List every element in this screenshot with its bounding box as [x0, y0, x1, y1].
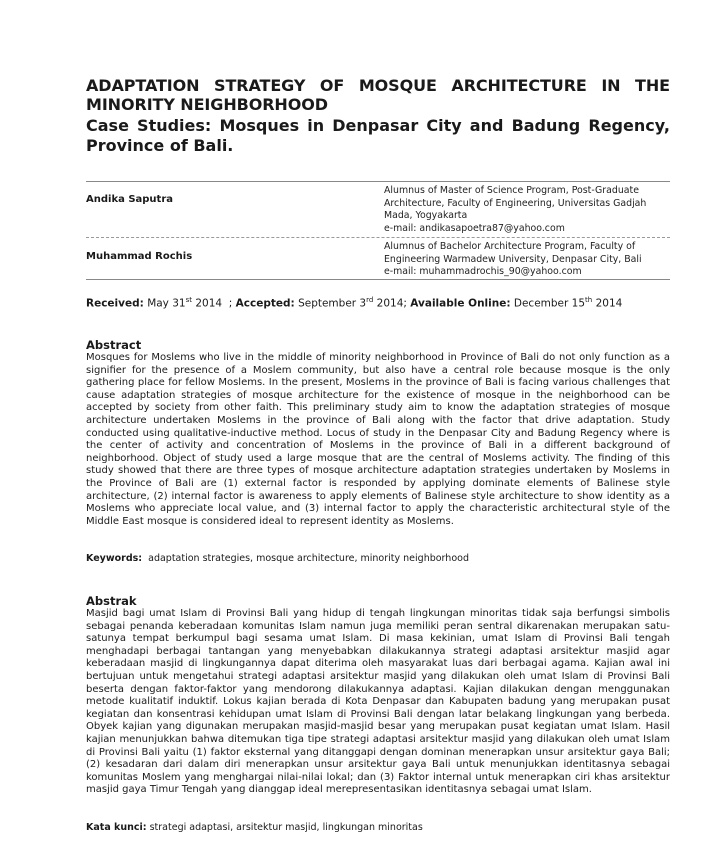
paper-page	[86, 76, 670, 833]
received-date: May 31	[147, 297, 186, 310]
accepted-year: 2014;	[376, 297, 407, 310]
title-line-1: ADAPTATION STRATEGY OF MOSQUE ARCHITECTURE IN THE	[86, 76, 670, 95]
kata-kunci	[86, 822, 423, 833]
online-sup: th	[585, 296, 593, 304]
online-year: 2014	[595, 297, 623, 310]
accepted-label: Accepted:	[235, 297, 295, 310]
paper-title	[86, 76, 670, 114]
affiliation-2-line-2: Engineering Warmadew University, Denpasar City, Bali	[384, 253, 642, 265]
author-bottom-rule	[86, 279, 670, 280]
author-row-1	[86, 182, 670, 237]
author-name-1: Andika Saputra	[86, 194, 174, 205]
author-row-2	[86, 238, 670, 279]
author-affiliation-2	[384, 241, 670, 279]
abstrak-heading: Abstrak	[86, 594, 137, 608]
affiliation-2-email: e-mail: muhammadrochis_90@yahoo.com	[384, 266, 582, 277]
katakunci-label: Kata kunci:	[86, 822, 147, 833]
received-label: Received:	[86, 297, 144, 310]
subtitle-line-2: Province of Bali.	[86, 136, 234, 155]
online-label: Available Online:	[410, 297, 511, 310]
keywords-label: Keywords:	[86, 553, 143, 564]
author-name-2: Muhammad Rochis	[86, 251, 193, 262]
abstract-heading: Abstract	[86, 338, 142, 352]
accepted-sup: rd	[366, 296, 374, 304]
affiliation-1-line-3: Mada, Yogyakarta	[384, 210, 468, 221]
received-sup: st	[185, 296, 192, 304]
abstract-section	[86, 338, 670, 528]
abstrak-text: Masjid bagi umat Islam di Provinsi Bali yang hidup di tengah lingkungan minoritas tidak saja berfungsi simbolis sebagai penanda keberadaan komunitas Islam namun juga memiliki peran sentral dikarenakan merupakan satu-satunya tempat berkumpul bagi sesama umat Islam. Di masa kekinian, umat Islam di Provinsi Bali tengah menghadapi berbagai tantangan yang menyebabkan dilakukannya strategi adaptasi arsitektur masjid agar keberadaan masjid di lingkungannya dapat diterima oleh masyarakat luas dari berbagai agama. Kajian awal ini bertujuan untuk mengetahui strategi adaptasi arsitektur masjid yang dilakukan oleh umat Islam di Provinsi Bali beserta dengan faktor-faktor yang mendorong dilakukannya adaptasi. Kajian dilakukan dengan menggunakan metode kualitatif induktif. Lokus kajian berada di Kota Denpasar dan Kabupaten badung yang merupakan pusat kegiatan dan konsentrasi kehidupan umat Islam di Provinsi Bali dengan latar belakang lingkungan yang berbeda. Obyek kajian yang digunakan merupakan masjid-masjid besar yang merupakan pusat kegiatan umat Islam. Hasil kajian menunjukkan bahwa ditemukan tiga tipe strategi adaptasi arsitektur masjid yang dilakukan oleh umat Islam di Provinsi Bali yaitu (1) faktor eksternal yang ditanggapi dengan dominan menerapkan unsur arsitektur gaya Bali; (2) kesadaran dari dalam diri menerapkan unsur arsitektur gaya Bali untuk menunjukkan identitasnya sebagai komunitas Moslem yang menghargai nilai-nilai lokal; dan (3) Faktor internal untuk menerapkan ciri khas arsitektur masjid gaya Timur Tengah yang dianggap ideal merepresentasikan identitasnya sebagai umat Islam.	[86, 608, 670, 796]
katakunci-value: strategi adaptasi, arsitektur masjid, lingkungan minoritas	[149, 822, 423, 833]
affiliation-2-line-1: Alumnus of Bachelor Architecture Program, Faculty of	[384, 241, 636, 252]
publication-dates: Received: May 31st 2014 ; Accepted: September 3rd 2014; Available Online: December 15th 2014	[86, 296, 623, 310]
subtitle-line-1: Case Studies: Mosques in Denpasar City and Badung Regency,	[86, 116, 670, 135]
affiliation-1-line-1: Alumnus of Master of Science Program, Post-Graduate	[384, 185, 639, 196]
abstrak-section	[86, 594, 670, 797]
author-block	[86, 181, 670, 280]
affiliation-1-email: e-mail: andikasapoetra87@yahoo.com	[384, 222, 565, 234]
received-year: 2014	[195, 297, 223, 310]
accepted-date: September 3	[298, 297, 367, 310]
online-date: December 15	[513, 297, 586, 310]
keywords	[86, 553, 469, 564]
title-line-2: MINORITY NEIGHBORHOOD	[86, 95, 328, 114]
abstract-text: Mosques for Moslems who live in the middle of minority neighborhood in Province of Bali do not only function as a signifier for the presence of a Moslem community, but also have a central role because mosque is the only gathering place for fellow Moslems. In the present, Moslems in the province of Bali is facing various challenges that cause adaptation strategies of mosque architecture for the existence of mosque in the neighborhood can be accepted by society from other faith. This preliminary study aim to know the adaptation strategies of mosque architecture undertaken Moslems in the province of Bali along with the factor that drive adaptation. Study conducted using qualitative-inductive method. Locus of study in the Denpasar City and Badung Regency where is the center of activity and concentration of Moslems in the province of Bali in a different background of neighborhood. Object of study used a large mosque that are the central of Moslems activity. The finding of this study showed that there are three types of mosque architecture adaptation strategies undertaken by Moslems in the Province of Bali are (1) external factor is responded by applying dominate elements of Balinese style architecture, (2) internal factor is awareness to apply elements of Balinese style architecture to show identity as a Moslems who appreciate local value, and (3) internal factor to apply the characteristic architectural style of the Middle East mosque is considered ideal to represent identity as Moslems.	[86, 352, 670, 527]
keywords-value: adaptation strategies, mosque architecture, minority neighborhood	[148, 553, 469, 564]
affiliation-1-line-2: Architecture, Faculty of Engineering, Universitas Gadjah	[384, 197, 647, 209]
author-affiliation-1	[384, 185, 670, 235]
paper-subtitle	[86, 116, 670, 156]
